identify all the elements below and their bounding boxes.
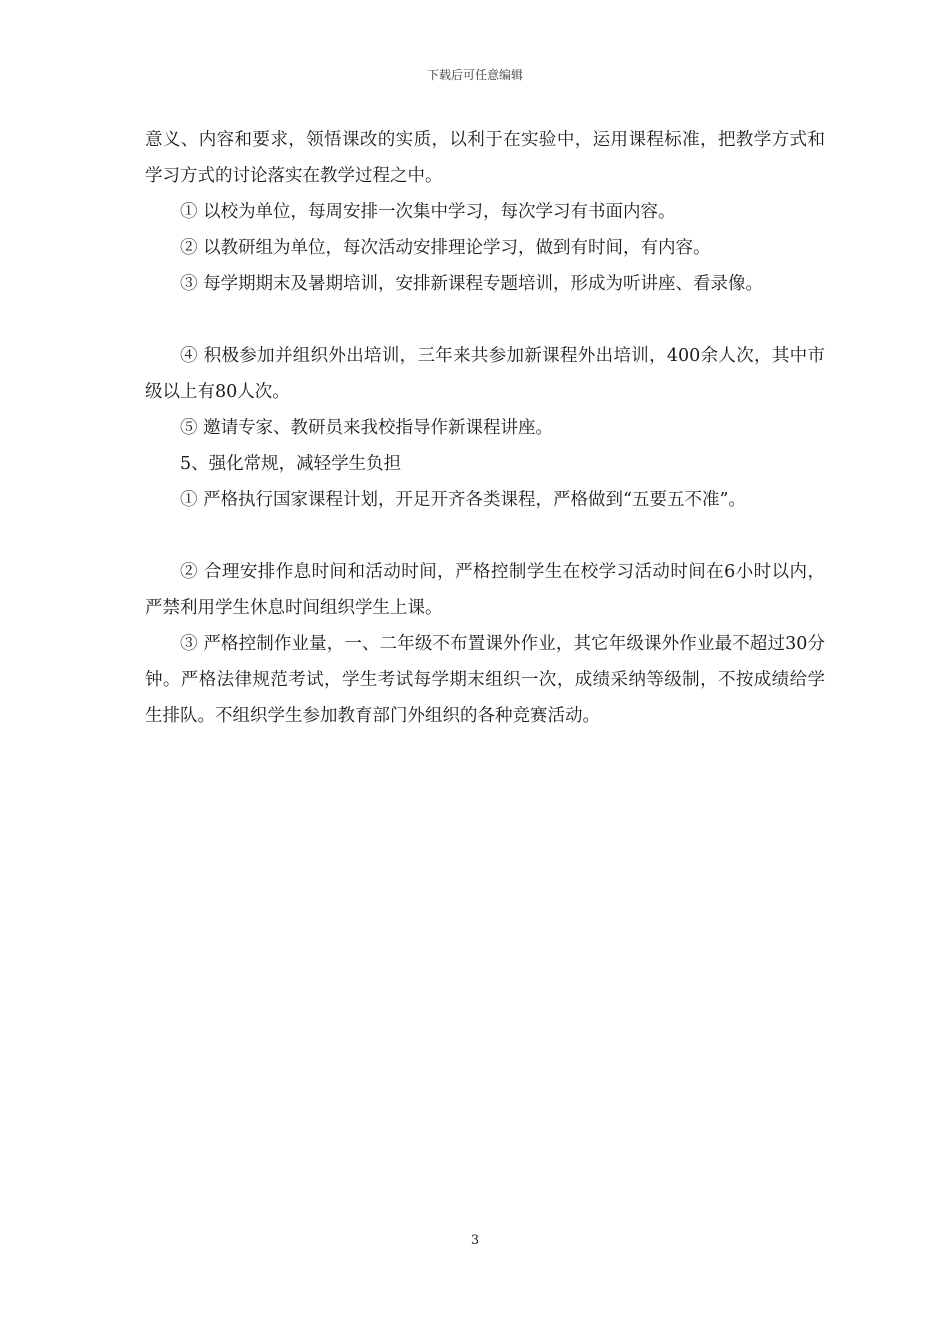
paragraph-course-reform: 意义、内容和要求，领悟课改的实质，以利于在实验中，运用课程标准，把教学方式和学习方式的讨论落实在教学过程之中。 — [145, 130, 825, 186]
page-header: 下载后可任意编辑 — [426, 68, 523, 82]
list-item-weekly-study: ① 以校为单位，每周安排一次集中学习，每次学习有书面内容。 — [180, 202, 676, 222]
document-body — [145, 122, 825, 734]
list-item-schedule: ② 合理安排作息时间和活动时间，严格控制学生在校学习活动时间在6小时以内，严禁利用学生休息时间组织学生上课。 — [145, 562, 825, 618]
list-item-homework-control: ③ 严格控制作业量，一、二年级不布置课外作业，其它年级课外作业最不超过30分钟。严格法律规范考试，学生考试每学期末组织一次，成绩采纳等级制，不按成绩给学生排队。不组织学生参加教育部门外组织的各种竞赛活动。 — [145, 634, 825, 726]
paragraph-gap — [145, 302, 825, 338]
section-heading-reduce-burden: 5、强化常规，减轻学生负担 — [180, 454, 402, 474]
list-item-curriculum-plan: ① 严格执行国家课程计划，开足开齐各类课程，严格做到“五要五不准”。 — [180, 490, 746, 510]
list-item-external-training: ④ 积极参加并组织外出培训，三年来共参加新课程外出培训，400余人次，其中市级以上有80人次。 — [145, 346, 825, 402]
page-number: 3 — [470, 1233, 480, 1248]
list-item-expert-lectures: ⑤ 邀请专家、教研员来我校指导作新课程讲座。 — [180, 418, 554, 438]
paragraph-gap — [145, 518, 825, 554]
list-item-teaching-group: ② 以教研组为单位，每次活动安排理论学习，做到有时间，有内容。 — [180, 238, 711, 258]
list-item-summer-training: ③ 每学期期末及暑期培训，安排新课程专题培训，形成为听讲座、看录像。 — [180, 274, 764, 294]
